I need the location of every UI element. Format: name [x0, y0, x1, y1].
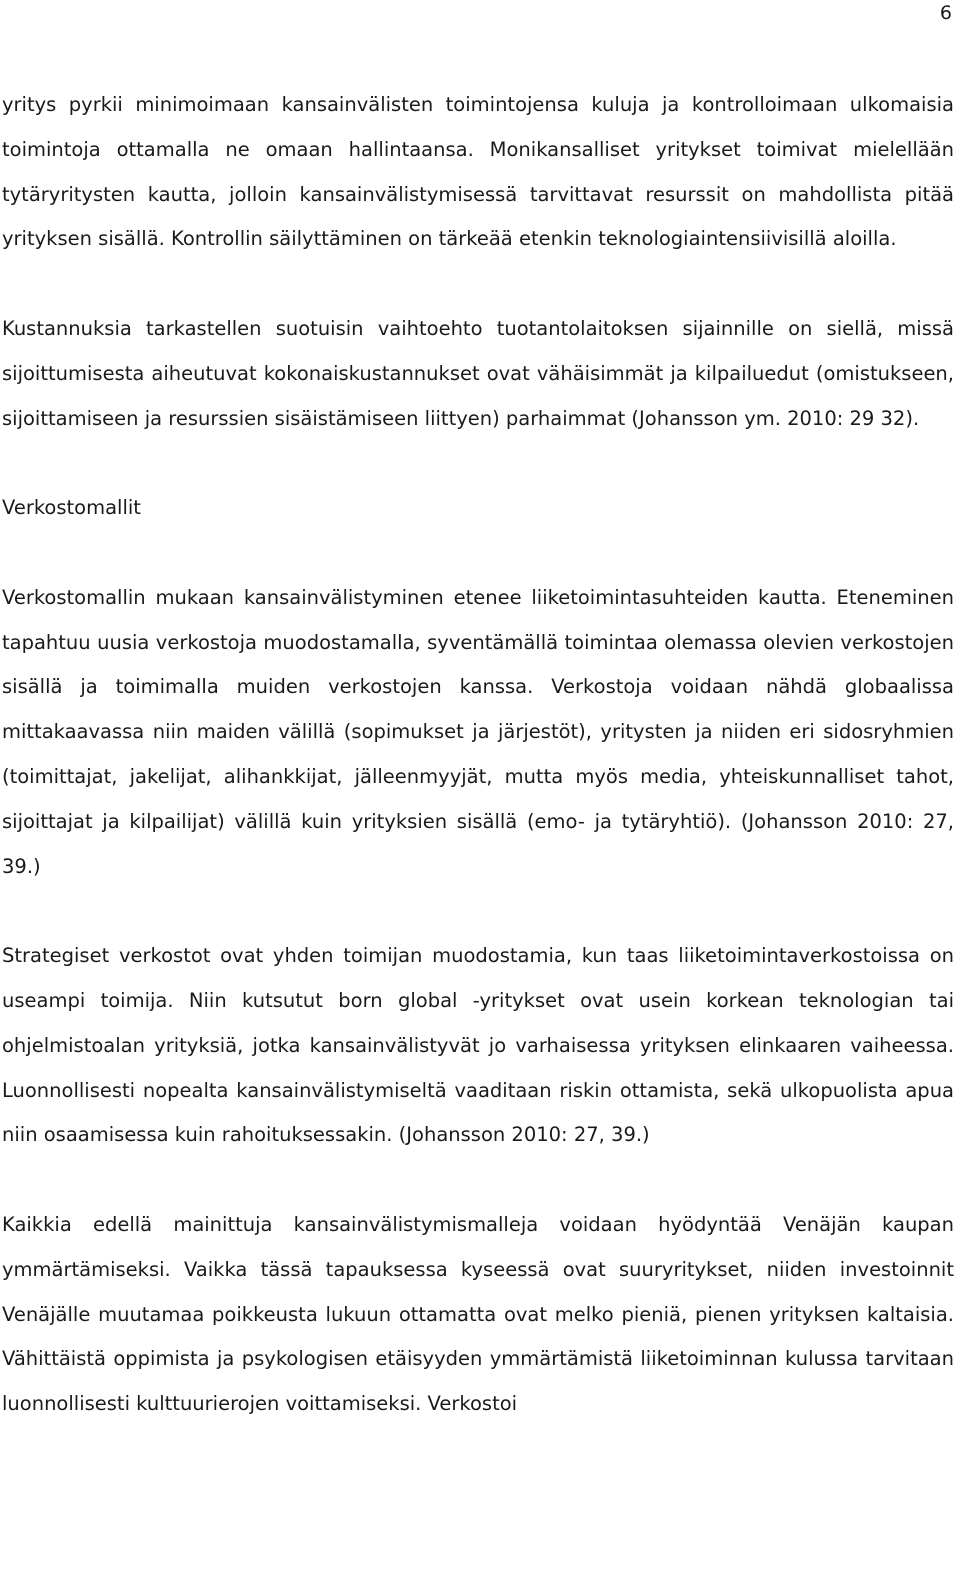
document-body [2, 83, 954, 1427]
paragraph-gap [2, 262, 954, 307]
paragraph-2: Kustannuksia tarkastellen suotuisin vaihtoehto tuotantolaitoksen sijainnille on siellä, missä sijoittumisesta aiheutuvat kokonaiskustannukset ovat vähäisimmät ja kilpailuedut (omistukseen, sijoittamiseen ja resurssien sisäistämiseen liittyen) parhaimmat (Johansson ym. 2010: 29 32). [2, 316, 954, 430]
paragraph-gap [2, 531, 954, 576]
paragraph-gap [2, 1158, 954, 1203]
paragraph-gap [2, 889, 954, 934]
paragraph-3: Verkostomallin mukaan kansainvälistyminen etenee liiketoimintasuhteiden kautta. Eteneminen tapahtuu uusia verkostoja muodostamalla, syventämällä toimintaa olemassa olevien verkostojen sisällä ja toimimalla muiden verkostojen kanssa. Verkostoja voidaan nähdä globaalissa mittakaavassa niin maiden välillä (sopimukset ja järjestöt), yritysten ja niiden eri sidosryhmien (toimittajat, jakelijat, alihankkijat, jälleenmyyjät, mutta myös media, yhteiskunnalliset tahot, sijoittajat ja kilpailijat) välillä kuin yrityksien sisällä (emo- ja tytäryhtiö). (Johansson 2010: 27, 39.) [2, 585, 954, 878]
page-number: 6 [939, 2, 952, 24]
paragraph-gap [2, 441, 954, 486]
section-heading: Verkostomallit [2, 496, 141, 520]
paragraph-1: yritys pyrkii minimoimaan kansainvälisten toimintojensa kuluja ja kontrolloimaan ulkomaisia toimintoja ottamalla ne omaan hallintaansa. Monikansalliset yritykset toimivat mielellään tytäryritysten kautta, jolloin kansainvälistymisessä tarvittavat resurssit on mahdollista pitää yrityksen sisällä. Kontrollin säilyttäminen on tärkeää etenkin teknologiaintensiivisillä aloilla. [2, 93, 954, 251]
paragraph-5: Kaikkia edellä mainittuja kansainvälistymismalleja voidaan hyödyntää Venäjän kaupan ymmärtämiseksi. Vaikka tässä tapauksessa kyseessä ovat suuryritykset, niiden investoinnit Venäjälle muutamaa poikkeusta lukuun ottamatta ovat melko pieniä, pienen yrityksen kaltaisia. Vähittäistä oppimista ja psykologisen etäisyyden ymmärtämistä liiketoiminnan kulussa tarvitaan luonnollisesti kulttuurierojen voittamiseksi. Verkostoi [2, 1212, 954, 1416]
paragraph-4: Strategiset verkostot ovat yhden toimijan muodostamia, kun taas liiketoimintaverkostoissa on useampi toimija. Niin kutsutut born global -yritykset ovat usein korkean teknologian tai ohjelmistoalan yrityksiä, jotka kansainvälistyvät jo varhaisessa yrityksen elinkaaren vaiheessa. Luonnollisesti nopealta kansainvälistymiseltä vaaditaan riskin ottamista, sekä ulkopuolista apua niin osaamisessa kuin rahoituksessakin. (Johansson 2010: 27, 39.) [2, 944, 954, 1147]
